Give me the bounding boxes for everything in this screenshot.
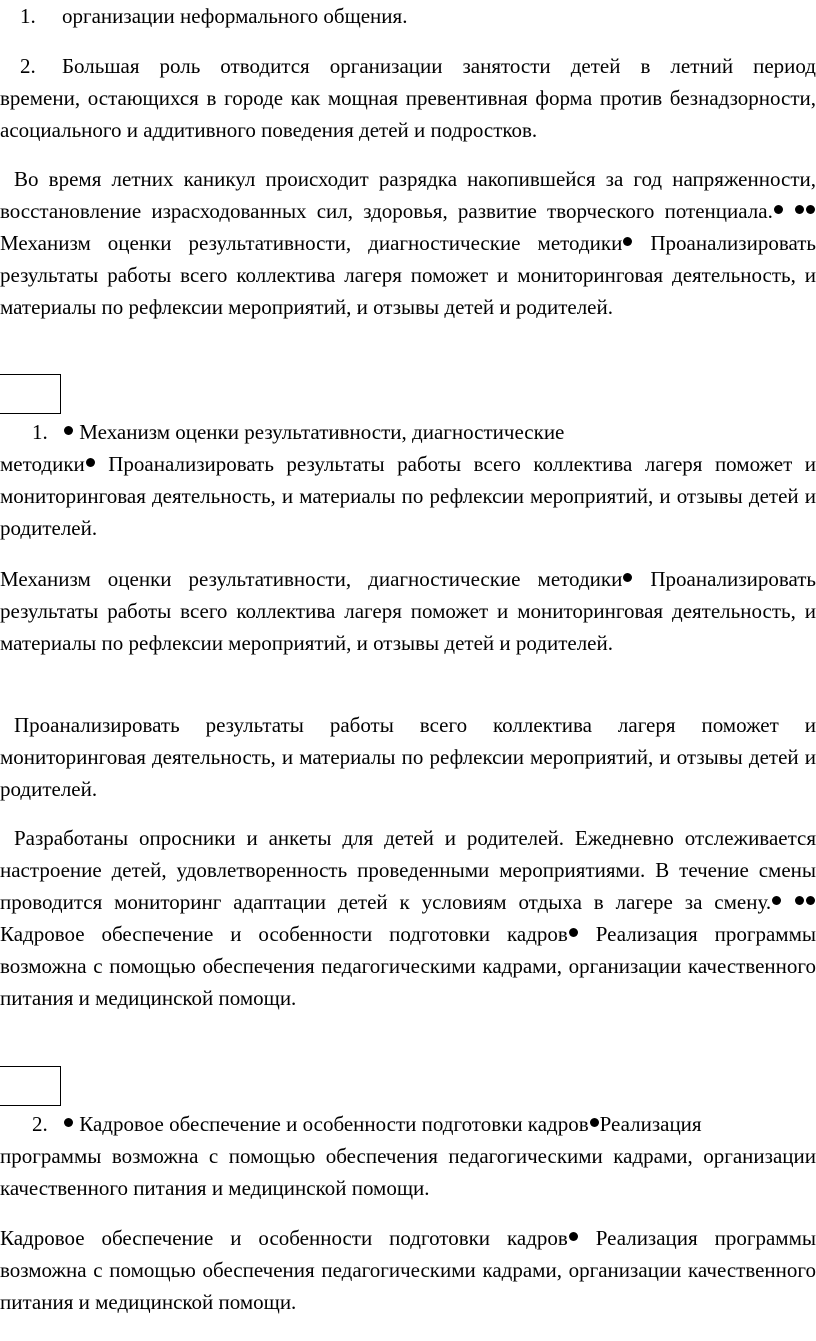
bullet-icon	[623, 237, 632, 246]
list-item-continuation: программы возможна с помощью обеспечения педагогическими кадрами, организации качественного питания и медицинской помощи.	[0, 1144, 816, 1200]
paragraph-text: Кадровое обеспечение и особенности подготовки кадров	[0, 922, 568, 946]
bullet-icon	[795, 896, 804, 905]
paragraph-text: Разработаны опросники и анкеты для детей и родителей. Ежедневно отслеживается настроение детей, удовлетворенность проведенными мероприятиями. В течение смены проводится мониторинг адаптации детей к условиям отдыха в лагере за смену.	[0, 826, 816, 914]
empty-box	[0, 1066, 61, 1106]
paragraph-questionnaires	[0, 822, 816, 1014]
bullet-icon	[569, 1232, 578, 1241]
list-item-text: организации неформального общения.	[62, 4, 408, 28]
paragraph-text: Реализация программы возможна с помощью обеспечения педагогическими кадрами, организации качественного питания и медицинской помощи.	[0, 1226, 816, 1314]
list-item-staffing	[0, 1108, 816, 1204]
bullet-icon	[590, 1118, 599, 1127]
list-item-2	[0, 50, 816, 146]
paragraph-text: Кадровое обеспечение и особенности подготовки кадров	[0, 1226, 568, 1250]
list-item-continuation: времени, остающихся в городе как мощная превентивная форма против безнадзорности, асоциального и аддитивного поведения детей и подростков.	[0, 86, 816, 142]
bullet-icon	[806, 205, 815, 214]
paragraph-mechanism	[0, 563, 816, 659]
bullet-icon	[772, 896, 781, 905]
list-number: 2.	[32, 1112, 48, 1136]
bullet-icon	[569, 928, 578, 937]
paragraph-text: Механизм оценки результативности, диагностические методики	[0, 567, 623, 591]
list-number: 2.	[20, 54, 36, 78]
list-item-text: Реализация	[599, 1112, 702, 1136]
list-item-text: Механизм оценки результативности, диагностические	[74, 420, 565, 444]
paragraph-text: Реализация программы возможна с помощью обеспечения педагогическими кадрами, организации качественного питания и медицинской помощи.	[0, 922, 816, 1010]
paragraph-summer-break	[0, 163, 816, 323]
list-item-mechanism	[0, 416, 816, 544]
list-item-text: Большая роль отводится организации занятости детей в летний период	[62, 54, 816, 78]
paragraph-staffing	[0, 1222, 816, 1318]
bullet-icon	[64, 426, 73, 435]
bullet-icon	[86, 458, 95, 467]
paragraph-text: Во время летних каникул происходит разрядка накопившейся за год напряженности, восстановление израсходованных сил, здоровья, развитие творческого потенциала.	[0, 167, 816, 223]
list-item-text: методики	[0, 452, 85, 476]
list-item-1	[0, 0, 816, 32]
empty-box	[0, 374, 61, 414]
list-item-text: Кадровое обеспечение и особенности подготовки кадров	[74, 1112, 589, 1136]
list-number: 1.	[32, 420, 48, 444]
list-item-text: Проанализировать результаты работы всего коллектива лагеря поможет и мониторинговая деятельность, и материалы по рефлексии мероприятий, и отзывы детей и родителей.	[0, 452, 816, 540]
paragraph-text: Проанализировать результаты работы всего коллектива лагеря поможет и мониторинговая деятельность, и материалы по рефлексии мероприятий, и отзывы детей и родителей.	[0, 567, 816, 655]
paragraph-text: Проанализировать результаты работы всего коллектива лагеря поможет и мониторинговая деятельность, и материалы по рефлексии мероприятий, и отзывы детей и родителей.	[0, 231, 816, 319]
bullet-icon	[795, 205, 804, 214]
paragraph-text: Проанализировать результаты работы всего коллектива лагеря поможет и мониторинговая деятельность, и материалы по рефлексии мероприятий, и отзывы детей и родителей.	[0, 713, 816, 801]
paragraph-analysis	[0, 709, 816, 805]
bullet-icon	[806, 896, 815, 905]
bullet-icon	[64, 1118, 73, 1127]
paragraph-text: Механизм оценки результативности, диагностические методики	[0, 231, 623, 255]
bullet-icon	[623, 573, 632, 582]
bullet-icon	[774, 205, 783, 214]
list-number: 1.	[20, 4, 36, 28]
